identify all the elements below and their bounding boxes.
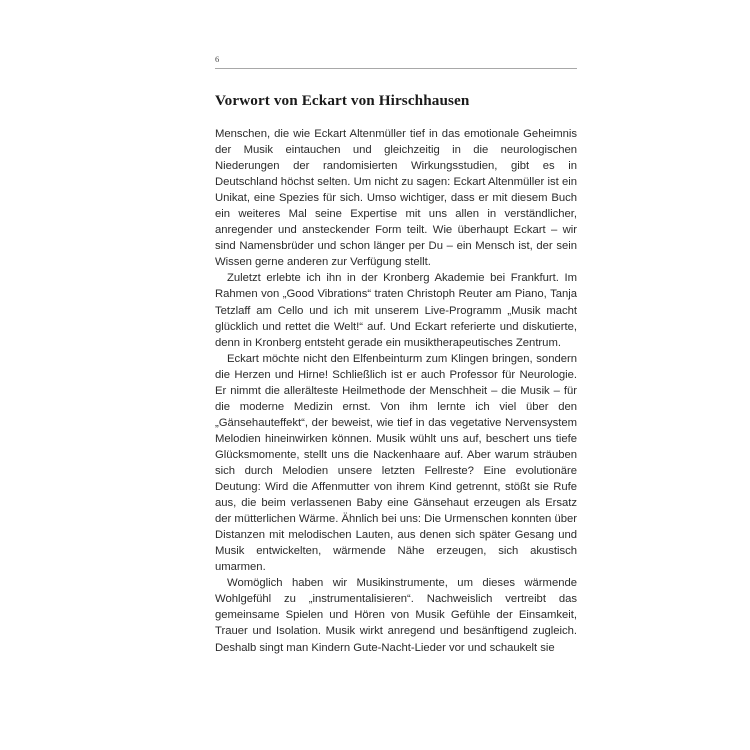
paragraph: Zuletzt erlebte ich ihn in der Kronberg Akademie bei Frankfurt. Im Rahmen von „Good Vibrations“ traten Christoph Reuter am Piano, Tanja Tetzlaff am Cello und ich mit unserem Live-Programm „Musik macht glücklich und rettet die Welt!“ auf. Und Eckart referierte und diskutierte, denn in Kronberg entsteht gerade ein musiktherapeutisches Zentrum.	[215, 272, 577, 349]
paragraph: Womöglich haben wir Musikinstrumente, um dieses wärmende Wohlgefühl zu „instrumentalisieren“. Nachweislich vertreibt das gemeinsame Spielen und Hören von Musik Gefühle der Einsamkeit, Trauer und Isolation. Musik wirkt anregend und besänftigend zugleich. Deshalb singt man Kindern Gute-Nacht-Lieder vor und schaukelt sie	[215, 577, 577, 654]
header-rule	[215, 68, 577, 69]
paragraph: Menschen, die wie Eckart Altenmüller tief in das emotionale Geheimnis der Musik eintauchen und gleichzeitig in die neurologischen Niederungen der randomisierten Wirkungsstudien, gibt es in Deutschland höchst selten. Um nicht zu sagen: Eckart Altenmüller ist ein Unikat, eine Spezies für sich. Umso wichtiger, dass er mit diesem Buch ein weiteres Mal seine Expertise mit uns allen in verständlicher, anregender und ansteckender Form teilt. Wie überhaupt Eckart – wir sind Namensbrüder und schon länger per Du – ein Mensch ist, der sein Wissen gerne anderen zur Verfügung stellt.	[215, 128, 577, 269]
page-number: 6	[215, 54, 220, 64]
body-text	[215, 126, 577, 656]
chapter-title: Vorwort von Eckart von Hirschhausen	[215, 92, 470, 109]
paragraph: Eckart möchte nicht den Elfenbeinturm zum Klingen bringen, sondern die Herzen und Hirne! Schließlich ist er auch Professor für Neurologie. Er nimmt die allerälteste Heilmethode der Menschheit – die Musik – für die moderne Medizin ernst. Von ihm lernte ich viel über den „Gänsehauteffekt“, der beweist, wie tief in das vegetative Nervensystem Melodien hineinwirken können. Musik wühlt uns auf, beschert uns tiefe Glücksmomente, stellt uns die Nackenhaare auf. Aber warum sträuben sich durch Melodien unsere letzten Fellreste? Eine evolutionäre Deutung: Wird die Affenmutter von ihrem Kind getrennt, stößt sie Rufe aus, die beim verlassenen Baby eine Gänsehaut erzeugen als Ersatz der mütterlichen Wärme. Ähnlich bei uns: Die Urmenschen konnten über Distanzen mit melodischen Lauten, aus denen sich später Gesang und Musik entwickelten, wärmende Nähe erzeugen, sich akustisch umarmen.	[215, 352, 577, 574]
page-content	[215, 54, 577, 656]
